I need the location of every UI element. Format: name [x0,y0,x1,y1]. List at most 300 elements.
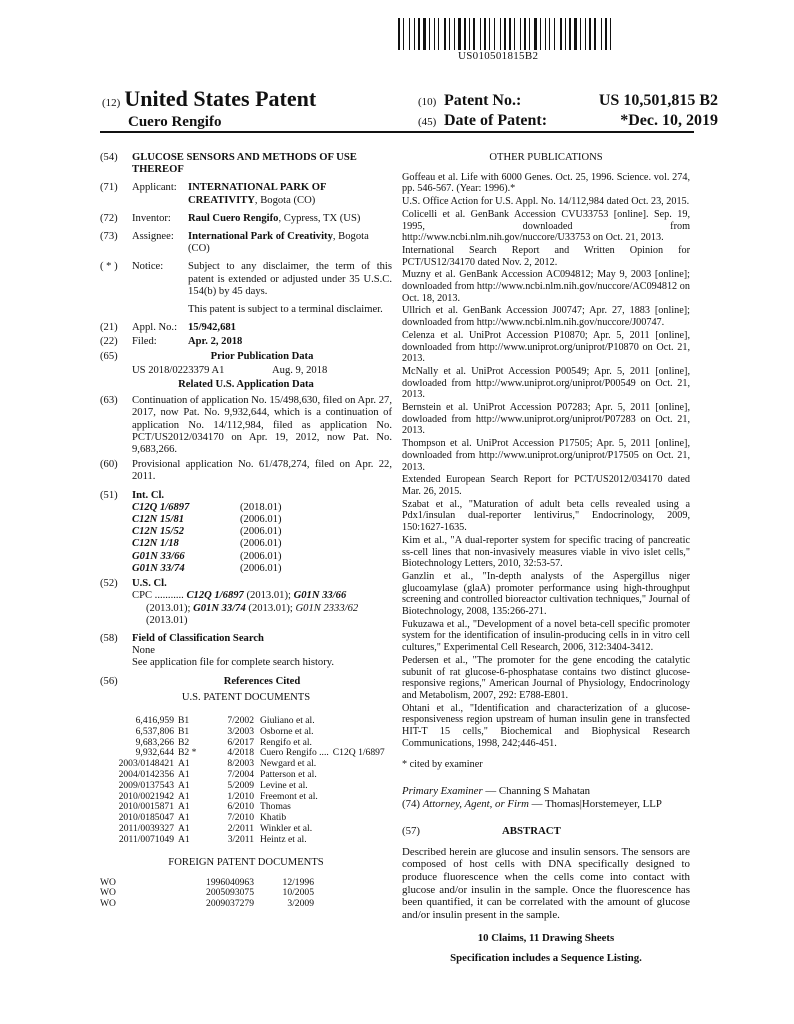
notice-text: Subject to any disclaimer, the term of this patent is extended or adjusted under 35 U.S.C. 154(b) by 45 days. [188,261,392,297]
patent-number: US 10,501,815 B2 [598,92,718,109]
tag-12: (12) [102,97,121,109]
barcode-bar [542,18,544,50]
us-docs-title: U.S. PATENT DOCUMENTS [181,691,311,703]
assignee-cell: Newgard et al. [260,758,317,770]
field-52 [100,578,392,590]
notice-label: Notice: [132,261,164,273]
barcode-bar [401,18,402,50]
cpc-ver-1: (2013.01); [243,590,294,602]
ipc-class: C12Q 1/6897 [132,501,190,513]
filed-value: Apr. 2, 2018 [188,336,243,348]
class-cell [329,835,385,846]
references-title: References Cited [223,675,301,687]
publication-item: Szabat et al., "Maturation of adult beta cells revealed using a Pdx1/insulan dual-reporter lentivirus," Endocrinology, 2009, 150:1627-1635. [402,498,690,534]
field-21 [100,322,392,334]
terminal-disclaimer-text: This patent is subject to a terminal disclaimer. [188,304,383,316]
ipc-row [100,551,392,563]
date-cell: 7/2010 [227,812,254,824]
patent-number-cell: 6,416,959 [135,714,174,726]
us-patent-row [100,781,385,792]
ipc-version: (2006.01) [240,514,282,526]
cpc-ver-3: (2013.01); [245,602,296,614]
ipc-class: G01N 33/74 [132,562,185,574]
barcode-bar [462,18,463,50]
foreign-cc-cell: WO [100,887,116,899]
barcode-bar [444,18,446,50]
code-71: (71) [100,182,118,194]
foreign-date-cell: 3/2009 [287,898,314,910]
barcode-bar [592,18,593,50]
kind-code-cell: A1 [178,768,190,780]
barcode-bar [534,18,537,50]
code-notice: ( * ) [100,261,118,273]
applicant-location: , Bogota (CO) [254,194,316,206]
barcode-bar [427,18,428,50]
other-pubs-title: OTHER PUBLICATIONS [489,152,603,163]
publication-item: Thompson et al. UniProt Accession P17505; Apr. 5, 2011 [online], downloaded from http://www.uniprot.org/uniprot/P17505 on Oct. 21, 2013. [402,438,690,473]
class-cell [329,813,385,824]
class-cell: C12Q 1/6897 [332,747,385,759]
barcode-bar [527,18,528,50]
date-cell: 2/2011 [227,822,254,834]
barcode-bar [572,18,573,50]
field-22 [100,336,392,348]
barcode-bar [560,18,562,50]
barcode-bar [580,18,581,50]
code-73: (73) [100,231,118,243]
kind-code-cell: B1 [178,714,190,726]
publication-item: Kim et al., "A dual-reporter system for specific tracing of pancreatic ss-cell lines that non-invasively measures viable in vivo islet cells," Biotechnology Letters, 2010, 32:53-57. [402,534,690,570]
cpc-ver-4: (2013.01) [146,614,188,626]
barcode-bar [467,18,468,50]
date-cell: 5/2009 [227,779,254,791]
kind-code-cell: A1 [178,833,190,845]
code-63: (63) [100,395,118,407]
other-pubs-list [402,172,690,750]
patent-number-cell: 2009/0137543 [118,779,174,791]
barcode-bar [489,18,490,50]
field-73 [100,231,392,255]
assignee-cell: Heintz et al. [260,833,307,845]
barcode-bar [405,18,408,50]
assignee-name: International Park of Creativity [188,231,333,243]
date-cell: 3/2011 [227,833,254,845]
patent-number-cell: 2010/0021942 [118,790,174,802]
code-60: (60) [100,459,118,471]
patent-number-cell: 2004/0142356 [118,768,174,780]
barcode-bar [471,18,472,50]
field-search-none: None [132,645,155,657]
assignee-cell: Winkler et al. [260,822,313,834]
barcode-bar [456,18,457,50]
assignee-cell: Khatib [260,812,287,824]
ipc-version: (2006.01) [240,550,282,562]
ipc-row [100,538,392,550]
assignee-cell: Cuero Rengifo .... [260,747,329,759]
publication-item: Ohtani et al., "Identification and characterization of a glucose-responsiveness region upstream of human insulin gene in transfected HIT-T 15 cells," Biochemical and Biophysical Research Communications, 1998, 242;446-451. [402,702,690,749]
field-58 [100,633,392,645]
field-65 [100,351,392,363]
prior-pub-date: Aug. 9, 2018 [272,364,328,376]
patent-number-cell: 9,932,644 [135,747,174,759]
cpc-class-1: C12Q 1/6897 [186,590,244,602]
attorney-label: Attorney, Agent, or Firm [422,797,529,810]
publication-item: U.S. Office Action for U.S. Appl. No. 14/112,984 dated Oct. 23, 2015. [402,196,690,208]
field-51 [100,490,392,502]
barcode-bar [464,18,466,50]
code-54: (54) [100,152,118,163]
related-data-title: Related U.S. Application Data [178,379,314,391]
barcode-bar [409,18,410,50]
class-cell [329,802,385,813]
foreign-cc-cell: WO [100,876,116,888]
patent-date: *Dec. 10, 2019 [620,112,718,129]
kind-code-cell: A1 [178,801,190,813]
publication-item: McNally et al. UniProt Accession P00549; Apr. 5, 2011 [online], dowloaded from http://www.uniprot.org/uniprot/P00549 on Oct. 21, 2013. [402,365,690,401]
cpc-block [100,590,392,627]
barcode-bar [414,18,415,50]
barcode-bar [480,18,481,50]
date-cell: 1/2010 [227,790,254,802]
field-search-title: Field of Classification Search [132,632,264,644]
ipc-class: C12N 15/81 [132,514,185,526]
foreign-date-cell: 12/1996 [282,876,314,888]
class-cell [329,716,385,727]
patent-number-cell: 2010/0185047 [118,812,174,824]
ipc-version: (2006.01) [240,562,282,574]
foreign-patent-row [100,899,314,910]
abstract-text: Described herein are glucose and insulin sensors. The sensors are composed of host cells with DNA specifically designed to produce fluorescence when the cells come into contact with glucose and/or insulin in the sample. Once the fluorescence has been quantified, it can be correlated with the amount of glucose and/or insulin present in the sample. [402,845,690,921]
title-text: United States Patent [124,86,317,111]
barcode-bar [547,18,548,50]
patent-no-label: Patent No.: [444,92,522,109]
barcode-bar [565,18,566,50]
code-56: (56) [100,675,118,687]
barcode-bar [605,18,607,50]
kind-code-cell: B2 * [178,747,197,759]
date-cell: 4/2018 [227,747,254,759]
patent-number-cell: 6,537,806 [135,725,174,737]
class-cell [329,727,385,738]
prior-pub-number: US 2018/0223379 A1 [132,364,225,376]
barcode-bar [476,18,479,50]
filed-label: Filed: [132,336,157,348]
tag-45: (45) [418,116,437,128]
ipc-row [100,502,392,514]
kind-code-cell: A1 [178,758,190,770]
barcode-bar [418,18,420,50]
patent-number-cell: 2003/0148421 [118,758,174,770]
barcode-bar [436,18,437,50]
ipc-row [100,563,392,575]
foreign-num-cell: 2009037279 [206,898,254,910]
barcode-bar [440,18,443,50]
barcode-bar [504,18,506,50]
barcode-bar [429,18,430,50]
barcode-bar [610,18,611,50]
publication-item: Colicelli et al. GenBank Accession CVU33753 [online]. Sep. 19, 1995, downloaded from http://www.ncbi.nlm.nih.gov/nuccore/U33753 on Oct. 21, 2013. [402,208,690,244]
barcode-bar [516,18,519,50]
foreign-num-cell: 1996040963 [206,876,254,888]
applicant-label: Applicant: [132,182,177,194]
prior-pub-title: Prior Publication Data [210,350,314,362]
barcode-bar [411,18,413,50]
barcode-bar [569,18,571,50]
inventor-name: Raul Cuero Rengifo [188,212,279,224]
barcode-bar [589,18,591,50]
code-51: (51) [100,489,118,501]
assignee-cell: Patterson et al. [260,768,317,780]
kind-code-cell: B2 [178,736,190,748]
ipc-version: (2006.01) [240,526,282,538]
barcode-bar [520,18,521,50]
barcode-bar [529,18,530,50]
barcode-bar [554,18,555,50]
barcode-bar [454,18,455,50]
patent-date-line [418,112,718,132]
barcode [398,18,674,50]
barcode-bar [403,18,404,50]
barcode-bar [587,18,588,50]
header-left [102,86,316,131]
barcode-bar [608,18,609,50]
ipc-version: (2006.01) [240,538,282,550]
barcode-bar [494,18,495,50]
publication-item: Extended European Search Report for PCT/US2012/034170 dated Mar. 26, 2015. [402,474,690,497]
code-52: (52) [100,578,118,590]
barcode-bar [482,18,483,50]
assignee-location: , Bogota (CO) [188,231,369,255]
publication-item: Bernstein et al. UniProt Accession P07283; Apr. 5, 2011 [online], dowloaded from http://www.uniprot.org/uniprot/P07283 on Oct. 21, 2013. [402,402,690,437]
ipc-row [100,526,392,538]
cpc-ver-2: (2013.01); [146,602,194,614]
appl-no-label: Appl. No.: [132,322,178,334]
barcode-bar [431,18,433,50]
publication-item: Goffeau et al. Life with 6000 Genes. Oct. 25, 1996. Science. vol. 274, pp. 546-567. (Year: 1996).* [402,171,690,195]
attorney-name: — Thomas|Horstemeyer, LLP [528,797,662,810]
barcode-bar [540,18,541,50]
barcode-bar [502,18,503,50]
tag-10: (10) [418,96,437,108]
barcode-bar [423,18,426,50]
cpc-class-2: G01N 33/66 [293,590,347,602]
barcode-bar [487,18,488,50]
barcode-bar [438,18,439,50]
class-cell [329,770,385,781]
provisional-text: Provisional application No. 61/478,274, filed on Apr. 22, 2011. [132,459,392,483]
code-58: (58) [100,632,118,644]
ipc-class: G01N 33/66 [132,550,185,562]
publication-item: International Search Report and Written Opinion for PCT/US12/34170 dated Nov. 2, 2012. [402,244,690,268]
barcode-bar [538,18,539,50]
kind-code-cell: A1 [178,779,190,791]
header-rule [100,131,694,133]
patent-number-cell: 2011/0039327 [118,822,174,834]
barcode-bar [556,18,559,50]
assignee-cell: Levine et al. [260,779,308,791]
ipc-class: C12N 15/52 [132,526,185,538]
class-cell [329,824,385,835]
barcode-bar [398,18,400,50]
field-63 [100,395,392,456]
foreign-cc-cell: WO [100,898,116,910]
barcode-bar [578,18,579,50]
kind-code-cell: A1 [178,812,190,824]
us-patent-row [100,727,385,738]
barcode-bar [421,18,422,50]
int-cl-title: Int. Cl. [132,489,165,501]
primary-examiner-name: — Channing S Mahatan [482,785,591,798]
cpc-class-4: G01N 2333/62 [295,602,359,614]
assignee-cell: Giuliano et al. [260,714,315,726]
barcode-bar [567,18,568,50]
publication-item: Ullrich et al. GenBank Accession J00747; Apr. 27, 1883 [online]; downloaded from http://www.ncbi.nlm.nih.gov/nuccore/J00747. [402,305,690,329]
barcode-bar [447,18,448,50]
foreign-docs-title: FOREIGN PATENT DOCUMENTS [168,857,324,869]
barcode-bar [531,18,533,50]
publications-column [402,152,690,965]
patent-number-cell: 2010/0015871 [118,801,174,813]
header-right [418,92,718,132]
ipc-class: C12N 1/18 [132,538,179,550]
barcode-bar [509,18,511,50]
field-71 [100,182,392,206]
attorney [402,798,690,811]
us-cl-title: U.S. Cl. [132,578,167,590]
us-patent-table [100,716,385,846]
code-22: (22) [100,336,118,348]
publication-item: Fukuzawa et al., "Development of a novel beta-cell specific promoter system for the identification of insulin-producing cells in in vitro cell cultures," Experimental Cell Research, 2006, 312:3404-3412. [402,618,690,654]
us-patent-row [100,835,385,846]
barcode-bar [434,18,435,50]
ipc-version: (2018.01) [240,501,282,513]
class-cell [329,759,385,770]
barcode-bar [473,18,475,50]
barcode-bar [612,18,614,50]
abstract-heading [402,826,690,838]
publication-item: Muzny et al. GenBank Accession AC094812; May 9, 2003 [online]; downloaded from http://www.ncbi.nlm.nih.gov/nuccore/AC094812 on Oct. 18, 2013. [402,269,690,304]
foreign-date-cell: 10/2005 [282,887,314,899]
cited-by-examiner: * cited by examiner [402,759,483,771]
patent-type-title [102,86,316,112]
date-label: Date of Patent: [444,112,548,129]
assignee-cell: Freemont et al. [260,790,318,802]
barcode-bar [449,18,450,50]
barcode-bar [597,18,600,50]
class-cell [329,781,385,792]
examiner-block [402,785,690,810]
barcode-bar [582,18,584,50]
kind-code-cell: A1 [178,822,190,834]
primary-examiner-label: Primary Examiner [402,785,483,798]
barcode-bar [551,18,553,50]
barcode-bar [524,18,526,50]
assignee-cell: Thomas [260,801,291,813]
kind-code-cell: B1 [178,725,190,737]
barcode-bar [416,18,417,50]
field-60 [100,459,392,483]
patent-number-cell: 2011/0071049 [118,833,174,845]
barcode-bar [601,18,602,50]
barcode-bar [458,18,461,50]
barcode-bar [603,18,604,50]
date-cell: 3/2003 [227,725,254,737]
date-cell: 6/2017 [227,736,254,748]
barcode-bar [469,18,470,50]
field-54 [100,152,392,176]
ipc-row [100,514,392,526]
inventor-location: , Cypress, TX (US) [278,212,361,224]
barcode-bar [549,18,550,50]
patent-number-cell: 9,683,266 [135,736,174,748]
patent-number-line [418,92,718,112]
barcode-bar [594,18,596,50]
class-cell [329,792,385,803]
assignee-label: Assignee: [132,231,174,243]
date-cell: 7/2004 [227,768,254,780]
appl-no-value: 15/942,681 [188,322,236,334]
publication-item: Ganzlin et al., "In-depth analysts of the Aspergillus niger glucoamylase (glaA) promoter performance using high-throughput screening and controlled bioreactor cultivation techniques," Journal of Biotechnology, 2008, 135:266-271. [402,570,690,618]
sequence-listing-note: Specification includes a Sequence Listing. [450,952,642,965]
kind-code-cell: A1 [178,790,190,802]
field-72 [100,213,392,225]
assignee-cell: Rengifo et al. [260,736,312,748]
field-notice [100,261,392,316]
code-74: (74) [402,797,423,810]
foreign-patent-table [100,878,314,910]
inventor-short: Cuero Rengifo [128,114,222,130]
code-72: (72) [100,212,118,224]
publication-item: Pedersen et al., "The promoter for the gene encoding the catalytic subunit of rat glucose-6-phosphatase contains two distinct glucose-responsive regions," American Journal of Physiology, Endocrinology and Metabolism, 2007, 292: E788-E801. [402,654,690,701]
biblio-column [100,152,392,910]
barcode-bar [545,18,546,50]
barcode-bar [484,18,486,50]
field-56 [100,676,392,688]
abstract-title: ABSTRACT [502,825,561,838]
code-65: (65) [100,350,118,362]
barcode-bar [512,18,513,50]
barcode-bar [496,18,499,50]
foreign-num-cell: 2005093075 [206,887,254,899]
code-57: (57) [402,825,420,838]
assignee-cell: Osborne et al. [260,725,314,737]
ipc-list [100,502,392,575]
barcode-bar [585,18,586,50]
continuation-text: Continuation of application No. 15/498,630, filed on Apr. 27, 2017, now Pat. No. 9,932,644, which is a continuation of application No. 14/112,984, filed as application No. PCT/US2012/034170 on Apr. 19, 2012, now Pat. No. 9,683,266. [132,395,392,456]
date-cell: 6/2010 [227,801,254,813]
cpc-label: CPC ........... [132,590,184,602]
invention-title: GLUCOSE SENSORS AND METHODS OF USE THEREOF [132,152,357,176]
code-21: (21) [100,322,118,334]
barcode-bar [491,18,493,50]
date-cell: 8/2003 [227,758,254,770]
barcode-bar [522,18,523,50]
primary-examiner [402,785,690,798]
barcode-bar [563,18,564,50]
cpc-class-3: G01N 33/74 [193,602,246,614]
barcode-number: US010501815B2 [458,50,539,62]
barcode-bar [507,18,508,50]
inventor-label: Inventor: [132,212,171,224]
prior-pub-row [100,365,392,377]
barcode-bar [451,18,453,50]
barcode-bar [574,18,577,50]
field-search-history: See application file for complete search history. [132,657,334,669]
publication-item: Celenza et al. UniProt Accession P10870; Apr. 5, 2011 [online], downloaded from http://www.uniprot.org/uniprot/P10870 on Oct. 21, 2013. [402,329,690,365]
applicant-name: INTERNATIONAL PARK OF CREATIVITY [188,182,327,206]
claims-sheets: 10 Claims, 11 Drawing Sheets [477,932,615,945]
barcode-bar [514,18,515,50]
